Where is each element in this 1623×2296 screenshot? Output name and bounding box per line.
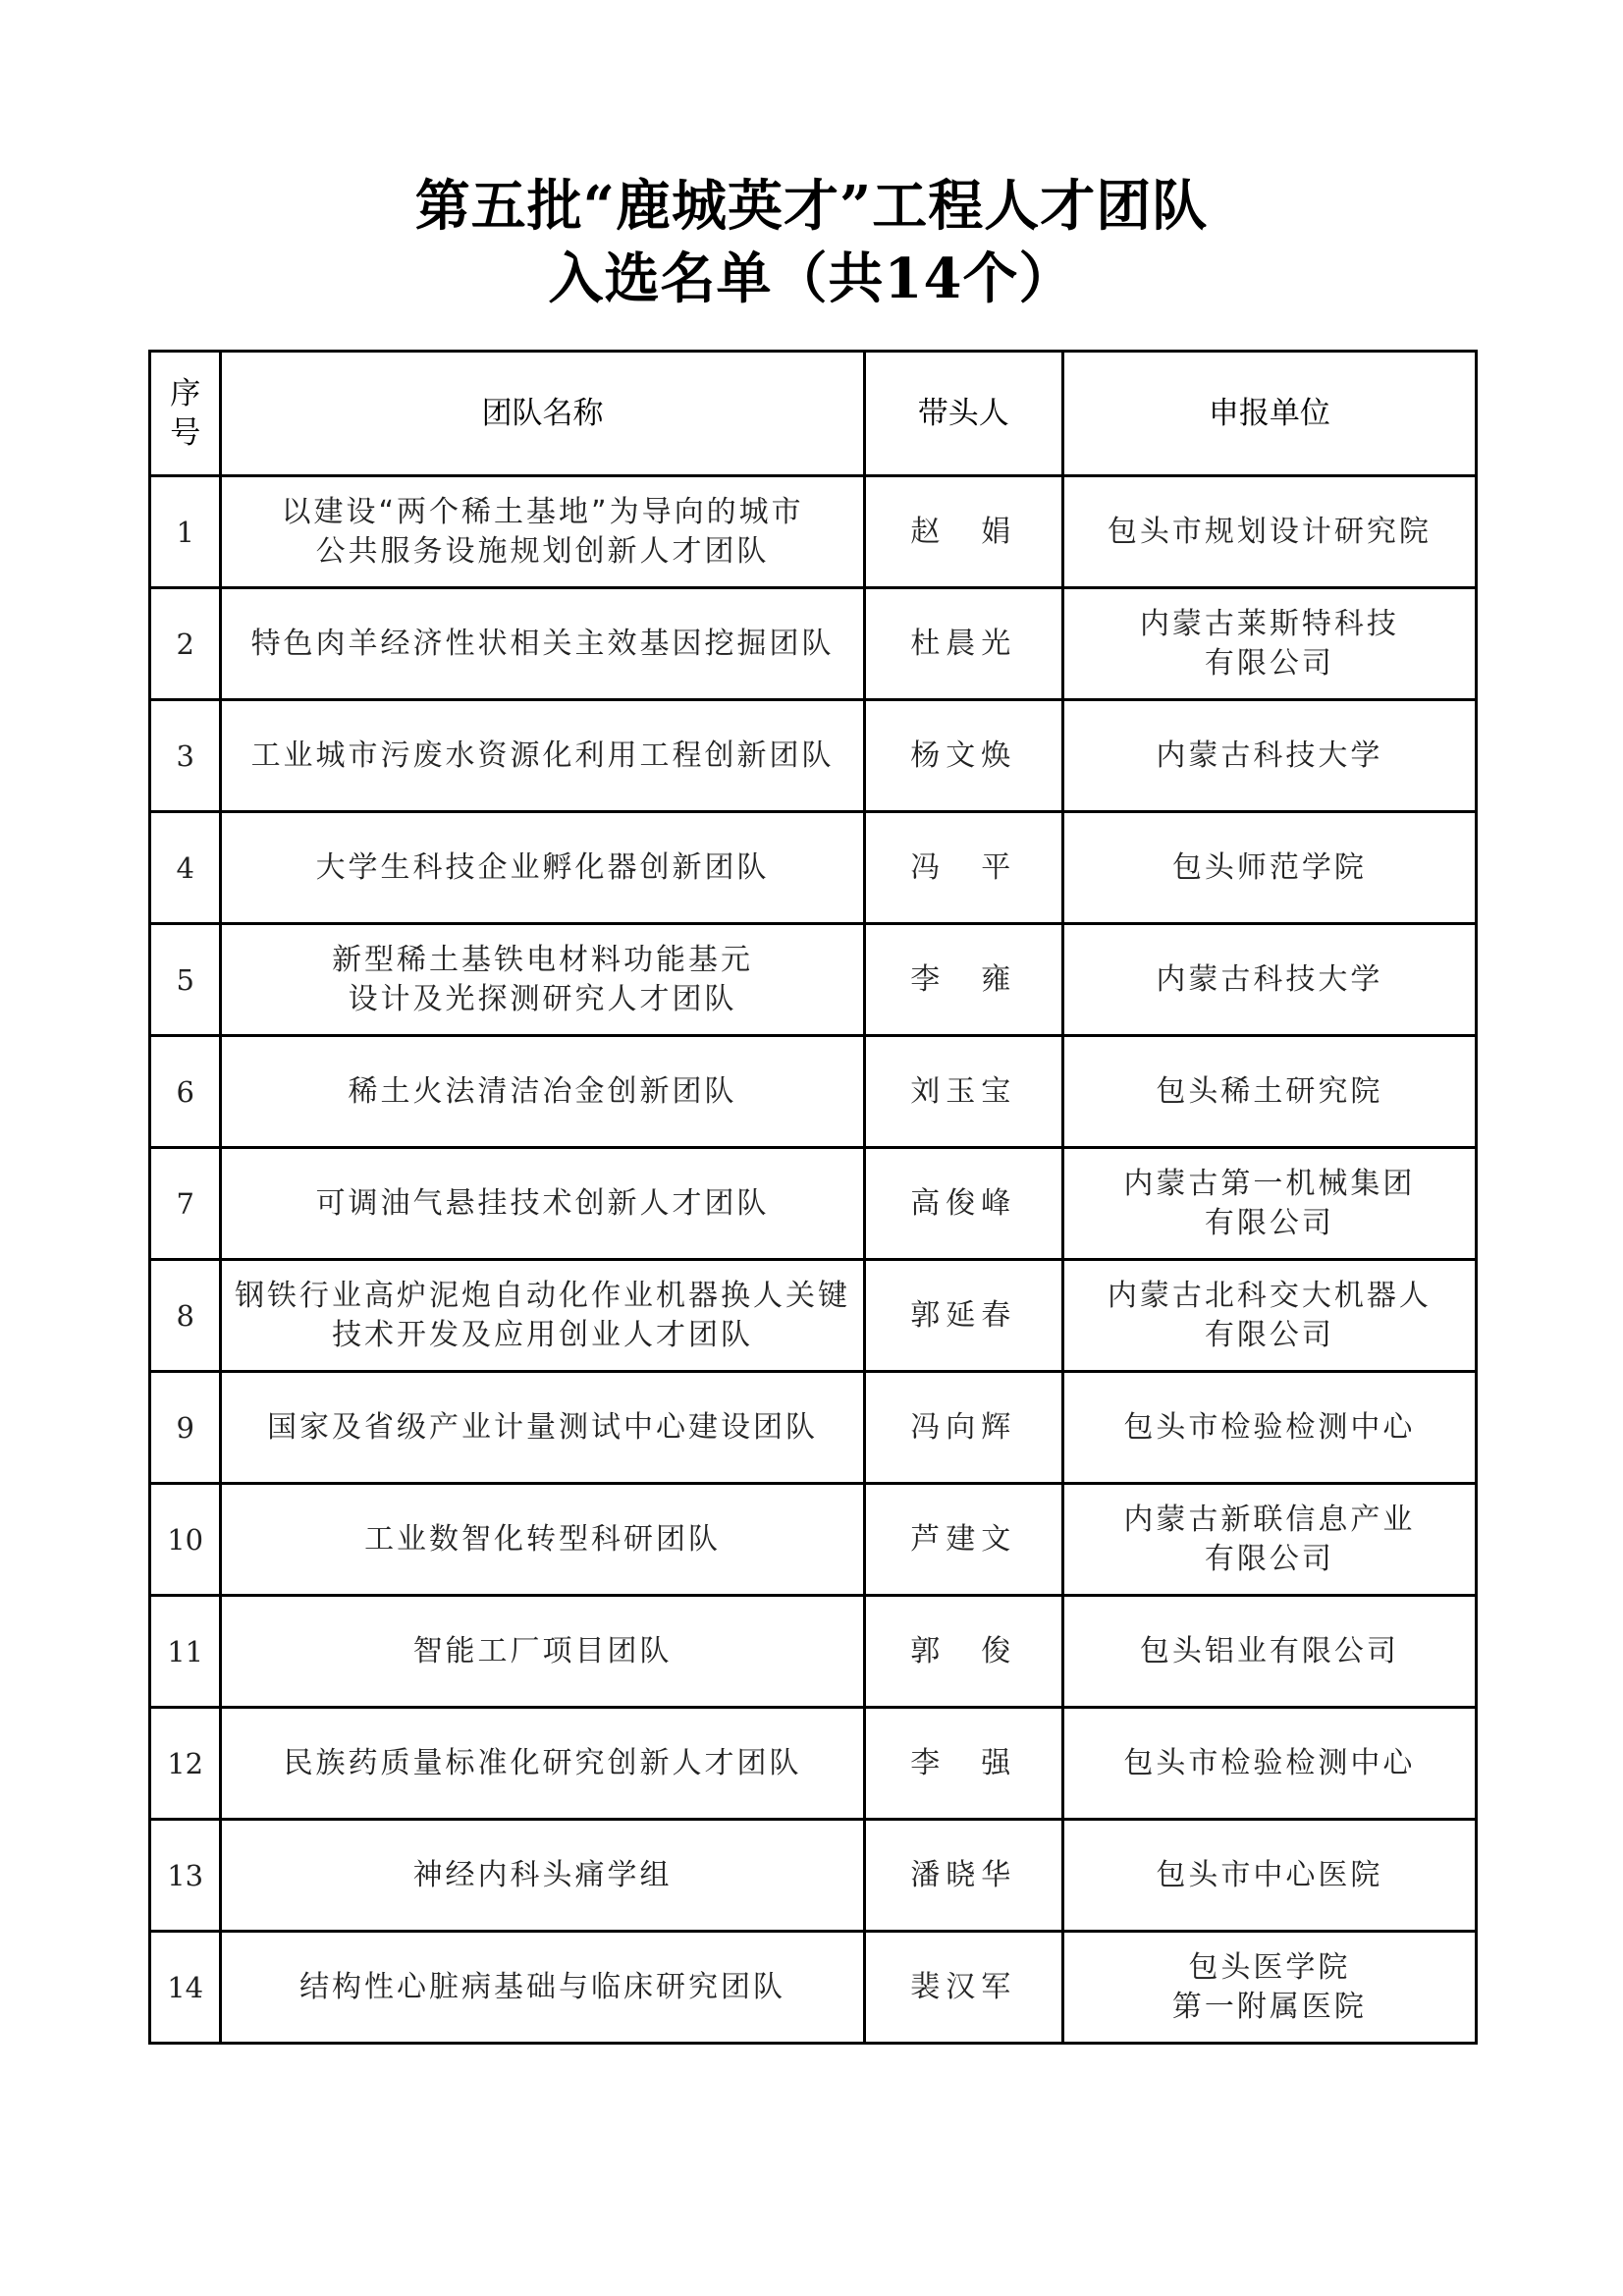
team-name-cell (221, 1708, 864, 1820)
table-header-row (150, 352, 1477, 476)
organization-line: 有限公司 (1204, 1205, 1334, 1240)
row-index: 3 (150, 700, 221, 812)
row-index: 1 (150, 476, 221, 588)
organization-line: 有限公司 (1204, 1317, 1334, 1352)
team-name-cell (221, 588, 864, 700)
organization-line: 包头铝业有限公司 (1139, 1633, 1399, 1668)
leader-cell: 芦建文 (864, 1484, 1062, 1596)
organization-line: 包头市检验检测中心 (1123, 1409, 1416, 1445)
leader-cell: 杨文焕 (864, 700, 1062, 812)
header-organization: 申报单位 (1062, 352, 1476, 476)
organization-cell (1062, 1372, 1476, 1484)
team-name-cell (221, 1596, 864, 1708)
leader-cell: 赵 娟 (864, 476, 1062, 588)
organization-cell (1062, 812, 1476, 924)
table-row (150, 1484, 1477, 1596)
organization-line: 内蒙古科技大学 (1156, 961, 1383, 997)
organization-cell (1062, 924, 1476, 1036)
document-subtitle: 入选名单（共14个） (548, 246, 1075, 311)
table-row (150, 588, 1477, 700)
table-row (150, 812, 1477, 924)
organization-cell (1062, 1932, 1476, 2044)
row-index: 6 (150, 1036, 221, 1148)
team-name-cell (221, 1260, 864, 1372)
team-name-cell (221, 476, 864, 588)
organization-line: 有限公司 (1204, 645, 1334, 681)
row-index: 13 (150, 1820, 221, 1932)
leader-cell: 郭延春 (864, 1260, 1062, 1372)
organization-line: 包头医学院 (1188, 1949, 1351, 1985)
team-name-line: 以建设“两个稀土基地”为导向的城市 (281, 494, 804, 529)
leader-cell: 高俊峰 (864, 1148, 1062, 1260)
team-name-cell (221, 1484, 864, 1596)
table-row (150, 1932, 1477, 2044)
leader-cell: 李 强 (864, 1708, 1062, 1820)
team-name-cell (221, 1372, 864, 1484)
organization-line: 内蒙古第一机械集团 (1123, 1166, 1416, 1201)
header-team-name: 团队名称 (221, 352, 864, 476)
table-row (150, 700, 1477, 812)
row-index: 8 (150, 1260, 221, 1372)
team-name-line: 民族药质量标准化研究创新人才团队 (283, 1745, 802, 1780)
organization-line: 内蒙古新联信息产业 (1123, 1502, 1416, 1537)
organization-cell (1062, 1708, 1476, 1820)
organization-line: 有限公司 (1204, 1541, 1334, 1576)
row-index: 7 (150, 1148, 221, 1260)
row-index: 12 (150, 1708, 221, 1820)
table-row (150, 1596, 1477, 1708)
team-name-line: 可调油气悬挂技术创新人才团队 (315, 1185, 770, 1221)
table-row (150, 476, 1477, 588)
team-name-line: 大学生科技企业孵化器创新团队 (315, 849, 770, 885)
organization-line: 内蒙古科技大学 (1156, 738, 1383, 773)
team-name-line: 结构性心脏病基础与临床研究团队 (299, 1969, 786, 2004)
leader-cell: 裴汉军 (864, 1932, 1062, 2044)
table-row (150, 924, 1477, 1036)
table-body (150, 476, 1477, 2044)
row-index: 11 (150, 1596, 221, 1708)
leader-cell: 冯向辉 (864, 1372, 1062, 1484)
team-name-cell (221, 1036, 864, 1148)
document-title: 第五批“鹿城英才”工程人才团队 (414, 174, 1209, 239)
header-index: 序号 (150, 352, 221, 476)
table-row (150, 1820, 1477, 1932)
row-index: 2 (150, 588, 221, 700)
organization-cell (1062, 1036, 1476, 1148)
leader-cell: 潘晓华 (864, 1820, 1062, 1932)
organization-cell (1062, 1484, 1476, 1596)
organization-cell (1062, 1596, 1476, 1708)
organization-cell (1062, 476, 1476, 588)
organization-line: 内蒙古莱斯特科技 (1139, 606, 1399, 641)
row-index: 9 (150, 1372, 221, 1484)
table-row (150, 1372, 1477, 1484)
row-index: 4 (150, 812, 221, 924)
team-name-cell (221, 924, 864, 1036)
team-name-cell (221, 1932, 864, 2044)
organization-cell (1062, 700, 1476, 812)
team-name-cell (221, 1820, 864, 1932)
organization-line: 包头师范学院 (1171, 849, 1367, 885)
organization-cell (1062, 1260, 1476, 1372)
team-roster-table (148, 350, 1478, 2045)
organization-line: 包头市检验检测中心 (1123, 1745, 1416, 1780)
team-name-line: 工业城市污废水资源化利用工程创新团队 (250, 738, 835, 773)
organization-line: 第一附属医院 (1171, 1989, 1367, 2024)
header-leader: 带头人 (864, 352, 1062, 476)
organization-cell (1062, 1148, 1476, 1260)
table-row (150, 1708, 1477, 1820)
team-name-cell (221, 812, 864, 924)
team-name-line: 智能工厂项目团队 (412, 1633, 673, 1668)
team-name-line: 公共服务设施规划创新人才团队 (315, 533, 770, 569)
leader-cell: 郭 俊 (864, 1596, 1062, 1708)
row-index: 10 (150, 1484, 221, 1596)
table-row (150, 1260, 1477, 1372)
team-name-cell (221, 700, 864, 812)
organization-cell (1062, 588, 1476, 700)
organization-line: 包头稀土研究院 (1156, 1073, 1383, 1109)
team-name-line: 特色肉羊经济性状相关主效基因挖掘团队 (250, 626, 835, 661)
team-name-line: 工业数智化转型科研团队 (364, 1521, 722, 1557)
table-row (150, 1148, 1477, 1260)
organization-line: 内蒙古北科交大机器人 (1107, 1278, 1432, 1313)
row-index: 5 (150, 924, 221, 1036)
leader-cell: 李 雍 (864, 924, 1062, 1036)
team-name-line: 新型稀土基铁电材料功能基元 (332, 942, 754, 977)
team-name-line: 神经内科头痛学组 (412, 1857, 673, 1892)
team-name-line: 稀土火法清洁冶金创新团队 (348, 1073, 737, 1109)
team-name-line: 钢铁行业高炉泥炮自动化作业机器换人关键 (235, 1278, 851, 1313)
table-row (150, 1036, 1477, 1148)
team-name-line: 国家及省级产业计量测试中心建设团队 (267, 1409, 819, 1445)
team-name-line: 设计及光探测研究人才团队 (348, 981, 737, 1016)
team-name-cell (221, 1148, 864, 1260)
leader-cell: 杜晨光 (864, 588, 1062, 700)
organization-line: 包头市规划设计研究院 (1107, 514, 1432, 549)
leader-cell: 冯 平 (864, 812, 1062, 924)
organization-line: 包头市中心医院 (1156, 1857, 1383, 1892)
leader-cell: 刘玉宝 (864, 1036, 1062, 1148)
organization-cell (1062, 1820, 1476, 1932)
team-name-line: 技术开发及应用创业人才团队 (332, 1317, 754, 1352)
row-index: 14 (150, 1932, 221, 2044)
